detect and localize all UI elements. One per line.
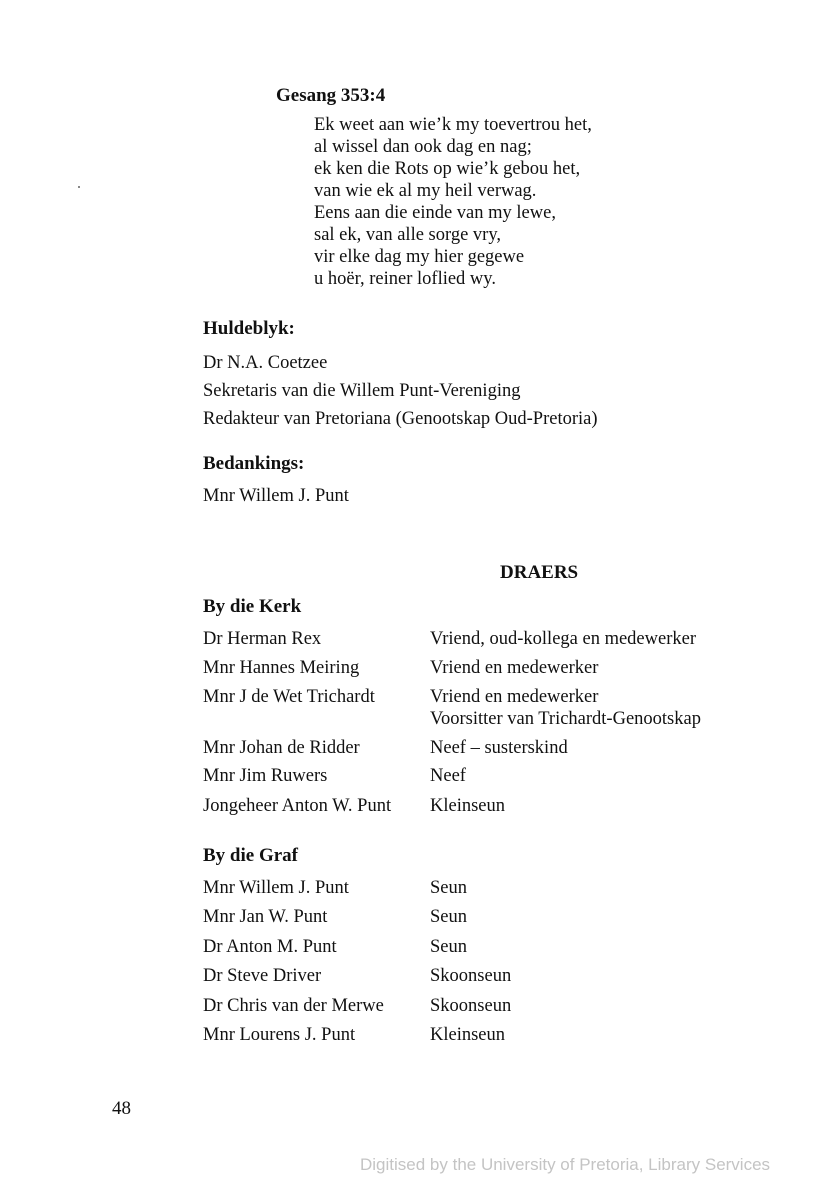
tribute-line: Dr N.A. Coetzee (203, 353, 328, 373)
verse-line: al wissel dan ook dag en nag; (314, 137, 532, 157)
tribute-line: Sekretaris van die Willem Punt-Vereniging (203, 381, 521, 401)
bearer-name: Mnr Hannes Meiring (203, 658, 360, 678)
scan-speck (78, 186, 80, 188)
bearer-role (430, 906, 467, 928)
verse-line: Eens aan die einde van my lewe, (314, 203, 556, 223)
bearer-role (430, 795, 505, 817)
bearer-role (430, 737, 568, 759)
bearer-name: Dr Herman Rex (203, 629, 322, 649)
bearer-name: Dr Anton M. Punt (203, 937, 337, 957)
bearer-name: Dr Steve Driver (203, 966, 322, 986)
thanks-heading: Bedankings: (203, 453, 305, 474)
bearer-role-line: Neef – susterskind (430, 738, 568, 758)
church-section-heading: By die Kerk (203, 596, 302, 617)
bearers-heading: DRAERS (500, 562, 579, 583)
bearer-role-line: Skoonseun (430, 966, 512, 986)
bearer-role (430, 686, 701, 730)
tribute-block (203, 349, 598, 433)
hymn-verse (314, 114, 592, 290)
bearer-role (430, 877, 467, 899)
bearer-role-line: Voorsitter van Trichardt-Genootskap (430, 709, 701, 729)
bearer-role (430, 1024, 505, 1046)
bearer-role-line: Kleinseun (430, 1025, 506, 1045)
bearer-name: Mnr Willem J. Punt (203, 878, 349, 898)
grave-section-heading: By die Graf (203, 845, 298, 866)
verse-line: u hoër, reiner loflied wy. (314, 269, 496, 289)
bearer-role (430, 936, 467, 958)
tribute-line: Redakteur van Pretoriana (Genootskap Oud-Pretoria) (203, 409, 598, 429)
bearer-role-line: Seun (430, 878, 467, 898)
bearer-role-line: Skoonseun (430, 996, 512, 1016)
bearer-name: Mnr Johan de Ridder (203, 738, 360, 758)
page-number: 48 (112, 1098, 131, 1119)
hymn-title: Gesang 353:4 (276, 85, 386, 106)
bearer-name: Mnr Lourens J. Punt (203, 1025, 356, 1045)
bearer-role-line: Vriend, oud-kollega en medewerker (430, 629, 697, 649)
bearer-name: Dr Chris van der Merwe (203, 996, 384, 1016)
bearer-role (430, 995, 511, 1017)
bearer-role-line: Kleinseun (430, 796, 506, 816)
bearer-name: Mnr J de Wet Trichardt (203, 687, 375, 707)
thanks-text: Mnr Willem J. Punt (203, 486, 349, 506)
bearer-name: Mnr Jim Ruwers (203, 766, 328, 786)
bearer-role-line: Seun (430, 937, 467, 957)
bearer-role-line: Neef (430, 766, 466, 786)
bearer-role (430, 765, 466, 787)
bearer-role (430, 657, 598, 679)
tribute-heading: Huldeblyk: (203, 318, 295, 339)
bearer-role-line: Vriend en medewerker (430, 658, 599, 678)
bearer-role-line: Vriend en medewerker (430, 687, 599, 707)
verse-line: Ek weet aan wie’k my toevertrou het, (314, 115, 592, 135)
bearer-role-line: Seun (430, 907, 467, 927)
verse-line: van wie ek al my heil verwag. (314, 181, 537, 201)
bearer-name: Mnr Jan W. Punt (203, 907, 328, 927)
digitisation-watermark: Digitised by the University of Pretoria, Library Services (360, 1155, 771, 1174)
verse-line: ek ken die Rots op wie’k gebou het, (314, 159, 581, 179)
bearer-name: Jongeheer Anton W. Punt (203, 796, 392, 816)
verse-line: vir elke dag my hier gegewe (314, 247, 525, 267)
verse-line: sal ek, van alle sorge vry, (314, 225, 501, 245)
bearer-role (430, 965, 511, 987)
bearer-role (430, 628, 696, 650)
